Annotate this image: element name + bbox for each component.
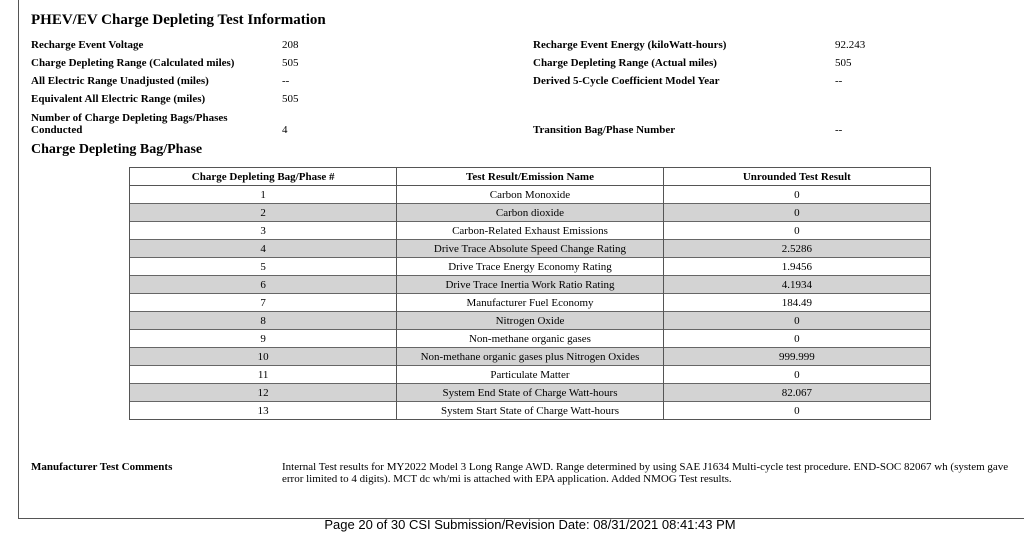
comments-text: Internal Test results for MY2022 Model 3 Long Range AWD. Range determined by using SAE J1634 Multi-cycle test procedure. END-SOC 82067 wh (system gave error limited to 4 digits). MCT dc wh/mi is attached with EPA application. Added NMOG Test results.: [282, 461, 1009, 485]
table-row: [130, 366, 931, 384]
column-header: Unrounded Test Result: [663, 168, 930, 186]
table-header-row: [130, 168, 931, 186]
info-value: 208: [282, 39, 299, 51]
test-result-cell: 2.5286: [663, 240, 930, 258]
table-row: [130, 258, 931, 276]
bag-phase-number-cell: 5: [130, 258, 397, 276]
table-body: [130, 186, 931, 420]
comments-label: Manufacturer Test Comments: [31, 461, 173, 473]
section-title-bag-phase: Charge Depleting Bag/Phase: [31, 142, 203, 157]
bag-phase-number-cell: 10: [130, 348, 397, 366]
info-value: --: [835, 75, 843, 87]
info-label: Equivalent All Electric Range (miles): [31, 93, 206, 105]
bag-phase-number-cell: 11: [130, 366, 397, 384]
bag-phase-number-cell: 1: [130, 186, 397, 204]
table-row: [130, 222, 931, 240]
emission-name-cell: Nitrogen Oxide: [397, 312, 663, 330]
table-row: [130, 348, 931, 366]
column-header: Charge Depleting Bag/Phase #: [130, 168, 397, 186]
info-label: Transition Bag/Phase Number: [533, 124, 676, 136]
info-label: Number of Charge Depleting Bags/Phases: [31, 112, 228, 124]
info-label: Recharge Event Voltage: [31, 39, 144, 51]
table-row: [130, 402, 931, 420]
emission-name-cell: Drive Trace Inertia Work Ratio Rating: [397, 276, 663, 294]
info-label: Charge Depleting Range (Actual miles): [533, 57, 717, 69]
table-row: [130, 186, 931, 204]
emission-name-cell: Non-methane organic gases plus Nitrogen Oxides: [397, 348, 663, 366]
table-row: [130, 330, 931, 348]
emission-name-cell: System Start State of Charge Watt-hours: [397, 402, 663, 420]
test-result-cell: 999.999: [663, 348, 930, 366]
info-value: 92.243: [835, 39, 866, 51]
emission-name-cell: Drive Trace Absolute Speed Change Rating: [397, 240, 663, 258]
table-row: [130, 384, 931, 402]
table-row: [130, 294, 931, 312]
info-label: Derived 5-Cycle Coefficient Model Year: [533, 75, 720, 87]
bag-phase-number-cell: 7: [130, 294, 397, 312]
emission-name-cell: Manufacturer Fuel Economy: [397, 294, 663, 312]
table-row: [130, 276, 931, 294]
bag-phase-number-cell: 6: [130, 276, 397, 294]
info-label: Charge Depleting Range (Calculated miles): [31, 57, 235, 69]
page-footer: Page 20 of 30 CSI Submission/Revision Date: 08/31/2021 08:41:43 PM: [324, 517, 736, 532]
table-row: [130, 204, 931, 222]
emission-name-cell: Carbon Monoxide: [397, 186, 663, 204]
test-result-cell: 0: [663, 222, 930, 240]
test-result-cell: 0: [663, 204, 930, 222]
bag-phase-number-cell: 4: [130, 240, 397, 258]
emission-name-cell: Carbon-Related Exhaust Emissions: [397, 222, 663, 240]
section-title-test-info: PHEV/EV Charge Depleting Test Information: [31, 12, 326, 28]
info-value: 505: [282, 57, 299, 69]
bag-phase-number-cell: 3: [130, 222, 397, 240]
info-label: All Electric Range Unadjusted (miles): [31, 75, 209, 87]
test-result-cell: 0: [663, 402, 930, 420]
test-result-cell: 184.49: [663, 294, 930, 312]
emission-name-cell: System End State of Charge Watt-hours: [397, 384, 663, 402]
bag-phase-number-cell: 9: [130, 330, 397, 348]
emission-name-cell: Non-methane organic gases: [397, 330, 663, 348]
emission-name-cell: Drive Trace Energy Economy Rating: [397, 258, 663, 276]
info-value: --: [835, 124, 843, 136]
info-label: Conducted: [31, 124, 83, 136]
emission-name-cell: Particulate Matter: [397, 366, 663, 384]
test-result-cell: 1.9456: [663, 258, 930, 276]
test-result-cell: 0: [663, 330, 930, 348]
info-value: 505: [835, 57, 852, 69]
bag-phase-table: [129, 167, 931, 420]
bag-phase-number-cell: 8: [130, 312, 397, 330]
test-result-cell: 4.1934: [663, 276, 930, 294]
table-row: [130, 312, 931, 330]
info-value: --: [282, 75, 290, 87]
test-result-cell: 0: [663, 186, 930, 204]
table-row: [130, 240, 931, 258]
column-header: Test Result/Emission Name: [397, 168, 663, 186]
info-value: 4: [282, 124, 288, 136]
bag-phase-number-cell: 12: [130, 384, 397, 402]
test-result-cell: 82.067: [663, 384, 930, 402]
test-result-cell: 0: [663, 366, 930, 384]
test-result-cell: 0: [663, 312, 930, 330]
emission-name-cell: Carbon dioxide: [397, 204, 663, 222]
info-label: Recharge Event Energy (kiloWatt-hours): [533, 39, 727, 51]
bag-phase-number-cell: 2: [130, 204, 397, 222]
bag-phase-number-cell: 13: [130, 402, 397, 420]
info-value: 505: [282, 93, 299, 105]
